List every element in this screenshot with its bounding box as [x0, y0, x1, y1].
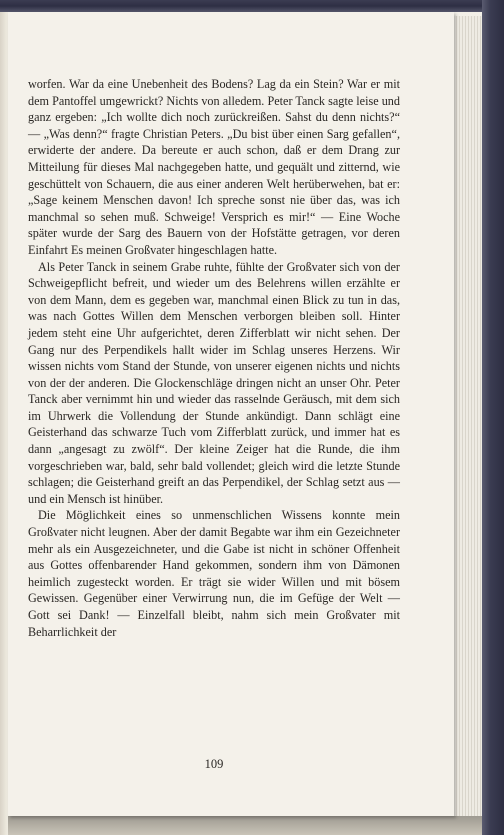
page-edges-stack: [454, 16, 482, 816]
paragraph-3: Die Möglichkeit eines so unmenschlichen Wissens konnte mein Großvater nicht leugnen. Aber der damit Begabte war ihm ein Gezeichneter mehr als ein Ausgezeichneter, und die Gabe ist nicht in schöner Offenheit aus Gottes offenbarender Hand gekommen, sondern ihm von Dämonen heimlich zugesteckt worden. Er trägt sie wider Willen und mit bösem Gewissen. Gegenüber einer Verwirrung nun, die im Gefüge der Welt — Gott sei Dank! — Einzelfall bleibt, nahm sich mein Großvater mit Beharrlichkeit der: [28, 508, 400, 639]
paragraph-2: Als Peter Tanck in seinem Grabe ruhte, fühlte der Großvater sich von der Schweigepflicht befreit, und wieder um des Belehrens willen erzählte er von dem Mann, dem es gegeben war, manchmal einen Blick zu tun in das, was nach Gottes Willen dem Menschen verborgen bleiben soll. Hinter jedem steht eine Uhr aufgerichtet, deren Zifferblatt wir nicht sehen. Der Gang nur des Perpendikels hallt wider im Schlag unseres Herzens. Wir wissen nichts vom Stand der Stunde, von unserer eigenen nichts und nichts von der der anderen. Die Glockenschläge dringen nicht an unser Ohr. Peter Tanck aber vernimmt hin und wieder das rasselnde Geräusch, mit dem sich im Uhrwerk die Vollendung der Stunde ankündigt. Dann schlägt eine Geisterhand das schwarze Tuch vom Zifferblatt zurück, und immer hat es dann „angesagt zu zwölf“. Der kleine Zeiger hat die Runde, die ihm vorgeschrieben war, bald, sehr bald vollendet; gleich wird die letzte Stunde schlagen; die Geisterhand greift an das Perpendikel, der Schlag setzt aus — und ein Mensch ist hinüber.: [28, 259, 400, 506]
paragraph-1: worfen. War da eine Unebenheit des Bodens? Lag da ein Stein? War er mit dem Pantoffel umgewrickt? Nichts von alledem. Peter Tanck sagte leise und ganz ergeben: „Ich wollte dich noch zurückreißen. Sahst du denn nichts?“ — „Was denn?“ fragte Christian Peters. „Du bist über einen Sarg gefallen“, erwiderte der andere. Da bereute er auch schon, daß er dem Drang zur Mitteilung für dieses Mal nachgegeben hatte, und gequält und zitternd, wie geschüttelt von Schauern, die aus einer anderen Welt herüberwehen, bat er: „Sage keinem Menschen davon! Ich spreche sonst nie über das, was ich manchmal so sehen muß. Schweige! Versprich es mir!“ — Eine Woche später wurde der Sarg des Bauern von der Hofstätte getragen, vor deren Einfahrt Es meinen Großvater hingeschlagen hatte.: [28, 77, 400, 257]
page-number: 109: [204, 757, 224, 771]
book-cover-spine: [482, 0, 504, 835]
book-page: [8, 12, 454, 816]
bottom-shadow: [8, 816, 482, 835]
book-cover-top-edge: [0, 0, 504, 12]
body-text: [28, 76, 400, 640]
